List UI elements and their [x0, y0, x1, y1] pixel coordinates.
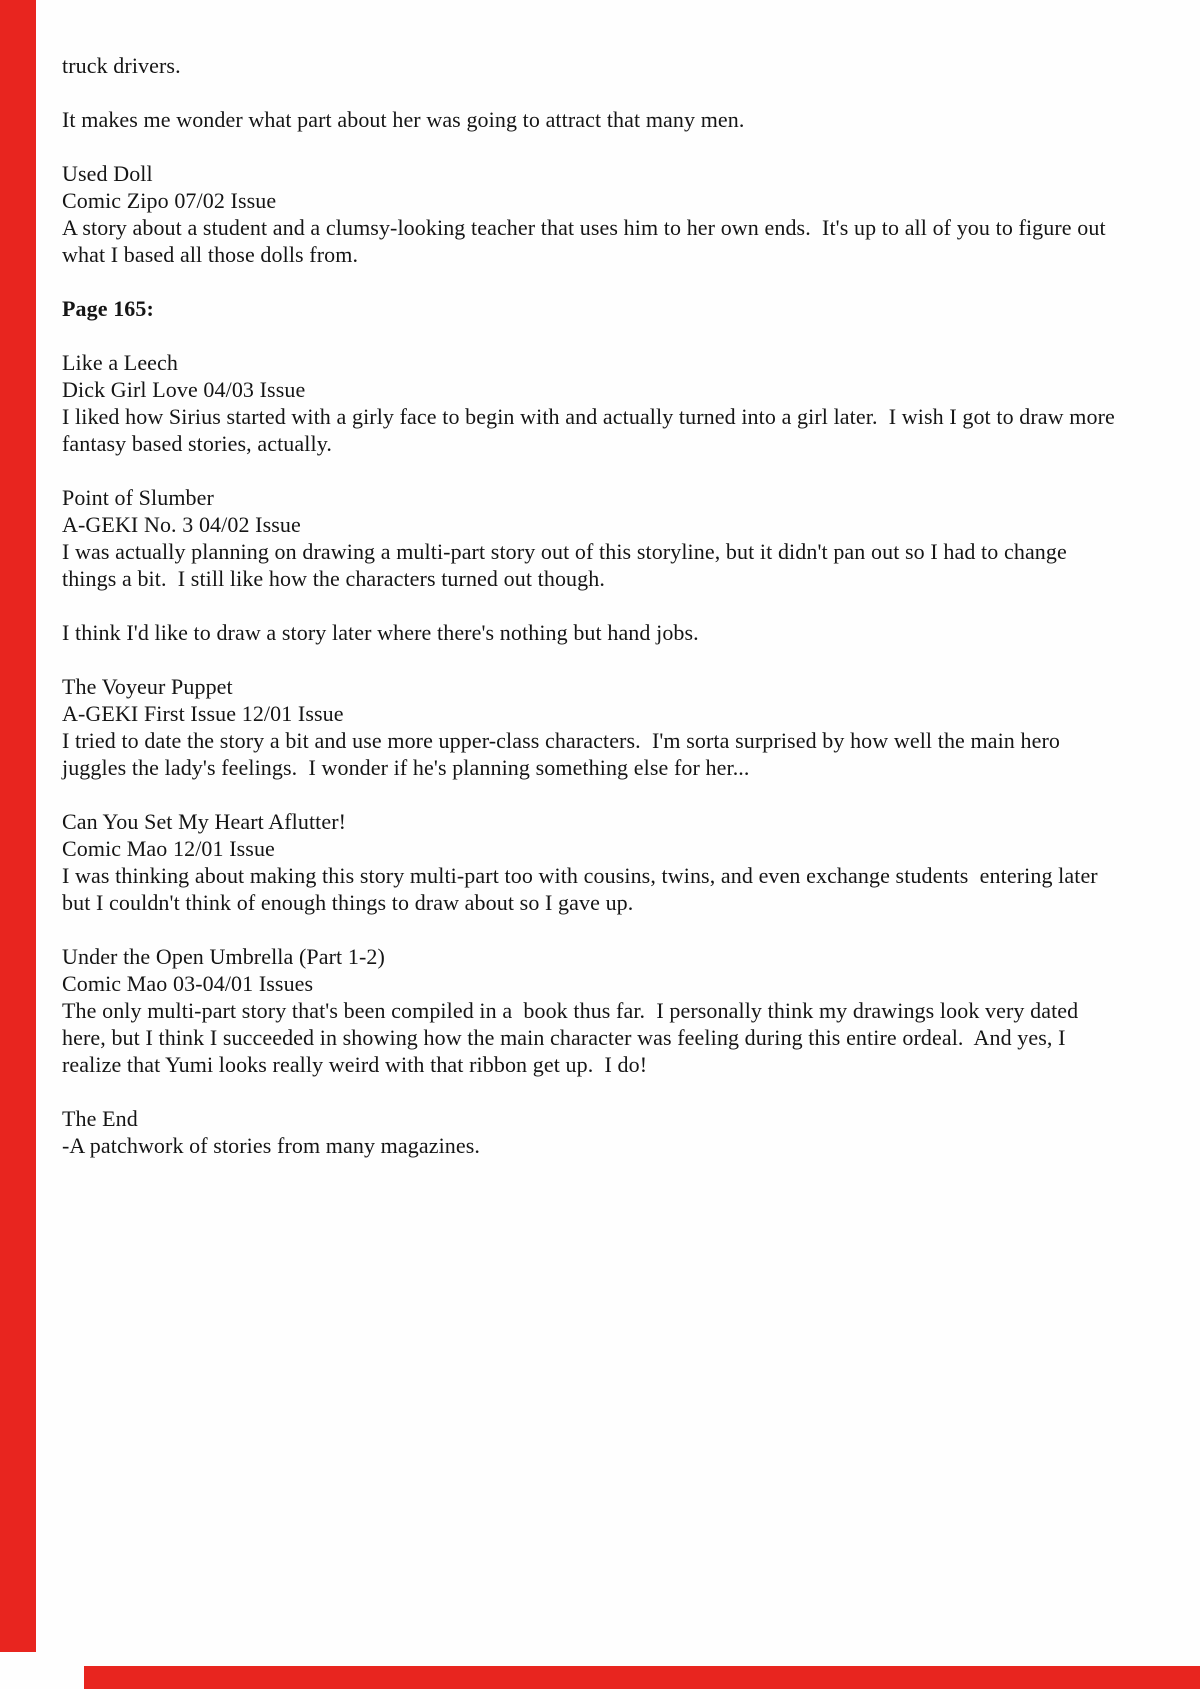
- story-title: Like a Leech: [62, 350, 179, 375]
- story-issue: Dick Girl Love 04/03 Issue: [62, 377, 306, 402]
- story-issue: A-GEKI First Issue 12/01 Issue: [62, 701, 344, 726]
- paragraph-hand-jobs-note: [62, 619, 1154, 646]
- story-issue: A-GEKI No. 3 04/02 Issue: [62, 512, 301, 537]
- story-issue: Comic Mao 12/01 Issue: [62, 836, 275, 861]
- heading-line: Page 165:: [62, 296, 154, 321]
- text-line: juggles the lady's feelings. I wonder if he's planning something else for her...: [62, 755, 750, 780]
- paragraph-point-of-slumber: [62, 484, 1154, 592]
- story-issue: Comic Zipo 07/02 Issue: [62, 188, 277, 213]
- text-line: what I based all those dolls from.: [62, 242, 359, 267]
- text-line: I think I'd like to draw a story later where there's nothing but hand jobs.: [62, 620, 699, 645]
- text-line: but I couldn't think of enough things to draw about so I gave up.: [62, 890, 634, 915]
- paragraph-voyeur-puppet: [62, 673, 1154, 781]
- paragraph-used-doll: [62, 160, 1154, 268]
- text-line: truck drivers.: [62, 53, 181, 78]
- paragraph-open-umbrella: [62, 943, 1154, 1078]
- text-line: realize that Yumi looks really weird with that ribbon get up. I do!: [62, 1052, 648, 1077]
- scan-edge-bottom-red-bar: [84, 1666, 1200, 1689]
- paragraph-the-end: [62, 1105, 1154, 1159]
- text-line: here, but I think I succeeded in showing how the main character was feeling during this entire ordeal. And yes, I: [62, 1025, 1066, 1050]
- story-title: Used Doll: [62, 161, 153, 186]
- story-title: Point of Slumber: [62, 485, 214, 510]
- paragraph-truck-drivers: [62, 52, 1154, 79]
- scan-edge-left-red-bar: [0, 0, 36, 1652]
- story-title: Can You Set My Heart Aflutter!: [62, 809, 347, 834]
- paragraph-wonder: [62, 106, 1154, 133]
- text-line: I was thinking about making this story multi-part too with cousins, twins, and even exchange students entering later: [62, 863, 1098, 888]
- text-line: things a bit. I still like how the characters turned out though.: [62, 566, 605, 591]
- text-line: -A patchwork of stories from many magazines.: [62, 1133, 481, 1158]
- story-title: Under the Open Umbrella (Part 1-2): [62, 944, 385, 969]
- story-issue: Comic Mao 03-04/01 Issues: [62, 971, 314, 996]
- text-line: The only multi-part story that's been compiled in a book thus far. I personally think my drawings look very dated: [62, 998, 1079, 1023]
- text-line: I was actually planning on drawing a multi-part story out of this storyline, but it didn't pan out so I had to change: [62, 539, 1067, 564]
- text-line: I liked how Sirius started with a girly face to begin with and actually turned into a girl later. I wish I got to draw more: [62, 404, 1115, 429]
- text-line: It makes me wonder what part about her was going to attract that many men.: [62, 107, 745, 132]
- text-line: fantasy based stories, actually.: [62, 431, 332, 456]
- text-line: A story about a student and a clumsy-looking teacher that uses him to her own ends. It's up to all of you to figure out: [62, 215, 1106, 240]
- paragraph-heart-aflutter: [62, 808, 1154, 916]
- page-165-heading: [62, 295, 1154, 322]
- text-line: I tried to date the story a bit and use more upper-class characters. I'm sorta surprised by how well the main hero: [62, 728, 1060, 753]
- paragraph-like-a-leech: [62, 349, 1154, 457]
- story-title: The Voyeur Puppet: [62, 674, 233, 699]
- text-line: The End: [62, 1106, 138, 1131]
- page-text: [62, 52, 1154, 1186]
